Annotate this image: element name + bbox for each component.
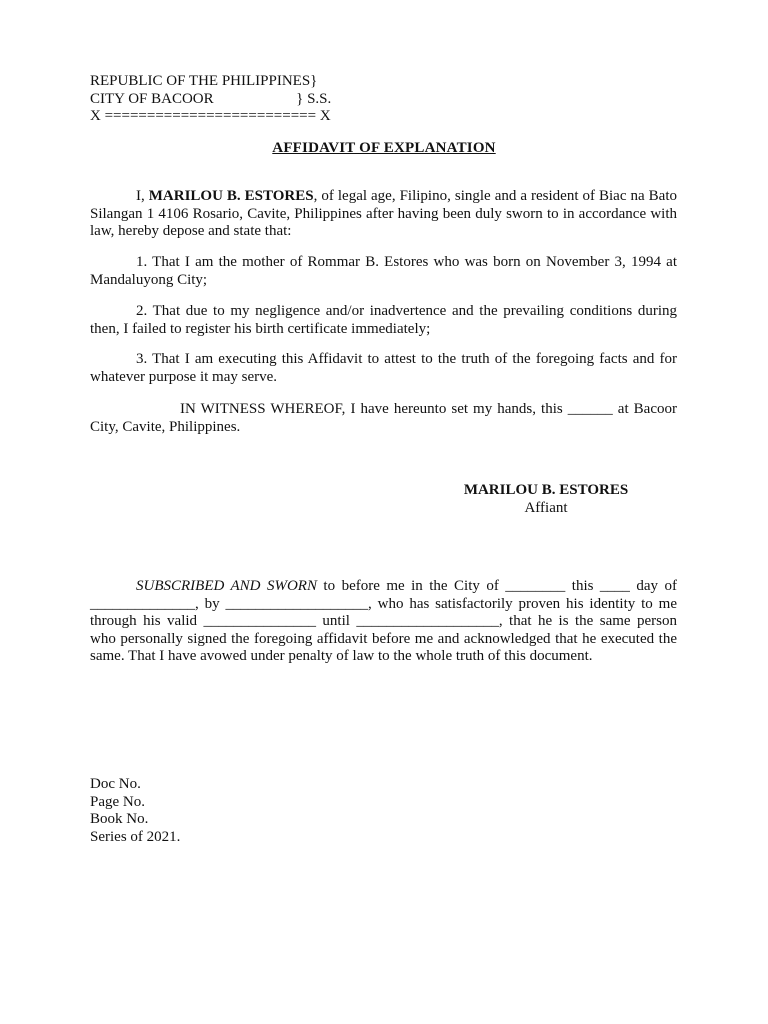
witness-paragraph <box>90 401 677 436</box>
statement-text-2: 2. That due to my negligence and/or inadvertence and the prevailing conditions during then, I failed to register his birth certificate immediately; <box>90 303 677 337</box>
signature-block <box>446 482 646 517</box>
statement-item-2 <box>90 303 677 338</box>
notarial-register <box>90 776 180 846</box>
intro-pre: I, <box>136 188 149 204</box>
affiant-signature-name: MARILOU B. ESTORES <box>463 482 629 498</box>
statement-text-1: 1. That I am the mother of Rommar B. Estores who was born on November 3, 1994 at Mandaluyong City; <box>90 254 677 288</box>
statement-text-3: 3. That I am executing this Affidavit to attest to the truth of the foregoing facts and for whatever purpose it may serve. <box>90 351 677 385</box>
jurat-body: to before me in the City of ________ this ____ day of ______________, by ___________________, who has satisfactorily proven his identity to me through his valid _______________ until ___________________, that he is the same person who personally signed the foregoing affidavit before me and acknowledged that he executed the same. That I have avowed under penalty of law to the whole truth of this document. <box>90 578 677 664</box>
jurat-lead: SUBSCRIBED AND SWORN <box>136 578 317 594</box>
statement-item-3 <box>90 351 677 386</box>
series-year: Series of 2021. <box>90 828 181 845</box>
affiant-name-inline: MARILOU B. ESTORES <box>148 188 314 204</box>
book-no: Book No. <box>90 811 149 827</box>
witness-text: IN WITNESS WHEREOF, I have hereunto set my hands, this ______ at Bacoor City, Cavite, Philippines. <box>90 401 677 435</box>
caption-republic: REPUBLIC OF THE PHILIPPINES} <box>90 73 318 89</box>
intro-paragraph <box>90 188 677 241</box>
affiant-role: Affiant <box>524 499 568 516</box>
document-title: AFFIDAVIT OF EXPLANATION <box>272 140 496 156</box>
statement-item-1 <box>90 254 677 289</box>
jurat-paragraph <box>90 578 677 666</box>
doc-no: Doc No. <box>90 776 141 792</box>
venue-caption <box>90 73 331 126</box>
page-no: Page No. <box>90 793 145 810</box>
caption-city: CITY OF BACOOR } S.S. <box>90 90 332 107</box>
intro-post: , of legal age, Filipino, single and a resident of Biac na Bato Silangan 1 4106 Rosario, Cavite, Philippines after having been duly sworn to in accordance with law, hereby depose and state that: <box>90 188 677 239</box>
caption-separator: X ========================= X <box>90 108 331 124</box>
